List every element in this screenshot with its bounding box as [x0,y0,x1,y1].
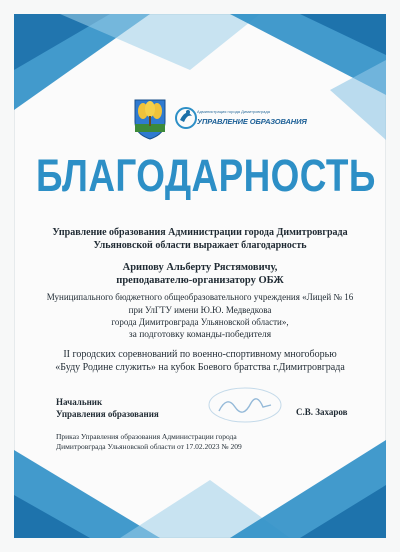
signature-stamp [205,385,285,425]
education-logo-name: УПРАВЛЕНИЕ ОБРАЗОВАНИЯ [197,117,307,126]
education-emblem-icon [175,104,197,134]
event-text: II городских соревнований по военно-спортивному многоборью «Буду Родине служить» на кубок Боевого братства г.Димитровграда [55,349,345,373]
education-logo-caption: Администрация города Димитровграда [197,109,270,114]
recipient-text: Арипову Альберту Рястямовичу, преподавателю-организатору ОБЖ [116,262,284,286]
coat-of-arms-icon [133,98,167,140]
education-department-logo [175,104,307,138]
issuer-text: Управление образования Администрации города Димитровграда Ульяновской области выражает благодарность [52,227,348,251]
logo-row [0,98,400,142]
reason-text: за подготовку команды-победителя [128,330,272,340]
signatory-position: Начальник Управления образования [56,397,159,419]
certificate-title: БЛАГОДАРНОСТЬ [36,150,376,201]
organization-text: Муниципального бюджетного общеобразовательного учреждения «Лицей № 16 при УлГТУ имени Ю.Ю. Медведкова города Димитровграда Ульяновской области», [46,292,354,327]
signatory-name: С.В. Захаров [296,407,348,417]
order-reference: Приказ Управления образования Администрации города Димитровграда Ульяновской области от 17.02.2023 № 209 [56,432,242,451]
